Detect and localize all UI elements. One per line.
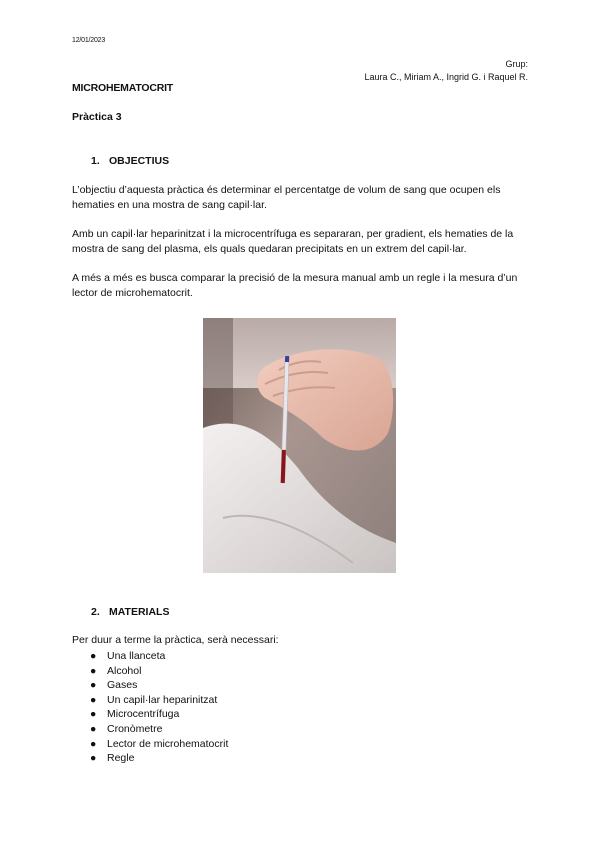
capillary-tube-photo [203,318,396,573]
list-item [90,693,228,708]
list-item [90,664,228,679]
section-number: 2. [91,606,100,618]
group-info [364,58,528,84]
bullet: ● [90,737,97,750]
group-label: Grup: [505,59,528,69]
bullet: ● [90,708,97,721]
document-date: 12/01/2023 [72,37,106,44]
practice-number: Pràctica 3 [72,111,122,123]
bullet: ● [90,679,97,692]
list-item [90,737,228,752]
paragraph: A més a més es busca comparar la precisió de la mesura manual amb un regle i la mesura d’un lector de microhematocrit. [72,272,518,299]
group-members: Laura C., Miriam A., Ingrid G. i Raquel R. [364,72,528,82]
photo-illustration [203,318,396,573]
section-heading-objectius [91,155,169,167]
list-item-text: Regle [107,752,135,765]
list-item-text: Una llanceta [107,650,166,662]
bullet: ● [90,650,97,662]
list-item-text: Gases [107,679,138,692]
list-item-text: Microcentrífuga [107,708,180,721]
materials-list [90,649,228,766]
section-title: OBJECTIUS [109,155,170,167]
bullet: ● [90,722,97,735]
materials-intro: Per duur a terme la pràctica, serà necessari: [72,634,279,646]
list-item [90,751,228,766]
list-item [90,707,228,722]
paragraph: Amb un capil·lar heparinitzat i la microcentrífuga es separaran, per gradient, els hematies de la mostra de sang del plasma, els quals quedaran precipitats en un extrem del capil·lar. [72,228,514,255]
document-title: MICROHEMATOCRIT [72,82,174,94]
list-item [90,678,228,693]
list-item [90,649,228,664]
bullet: ● [90,664,97,677]
section-title: MATERIALS [109,606,170,618]
list-item-text: Cronòmetre [107,722,163,735]
section-heading-materials [91,606,169,618]
bullet: ● [90,693,97,706]
list-item [90,722,228,737]
paragraph: L’objectiu d’aquesta pràctica és determinar el percentatge de volum de sang que ocupen els hematies en una mostra de sang capil·lar. [72,184,501,211]
list-item-text: Lector de microhematocrit [107,737,229,750]
list-item-text: Un capil·lar heparinitzat [107,693,218,706]
list-item-text: Alcohol [107,664,142,677]
section-number: 1. [91,155,100,167]
bullet: ● [90,752,97,765]
